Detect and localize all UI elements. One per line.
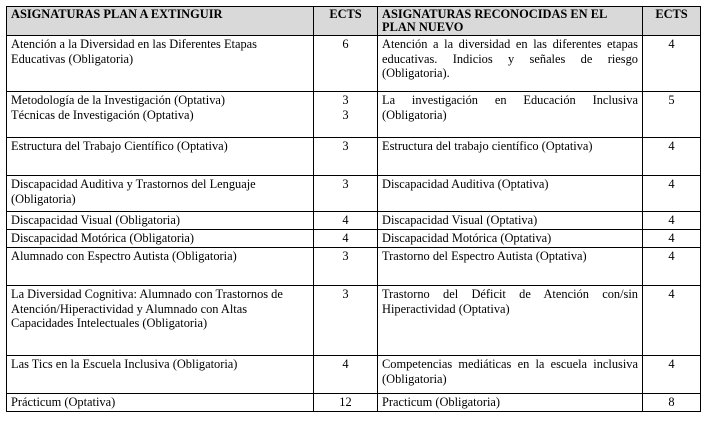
new-ects-cell: 4	[643, 212, 701, 230]
old-subject-name: Atención a la Diversidad en las Diferentes Etapas Educativas (Obligatoria)	[11, 37, 257, 66]
old-ects-cell	[314, 394, 378, 412]
table-header-row	[7, 7, 701, 36]
old-ects-value: 4	[342, 231, 349, 245]
old-ects-cell	[314, 36, 378, 92]
old-subject-cell	[7, 230, 314, 248]
new-ects-cell: 4	[643, 248, 701, 286]
header-new-subjects: ASIGNATURAS RECONOCIDAS EN EL PLAN NUEVO	[378, 7, 643, 36]
old-ects-cell	[314, 138, 378, 176]
old-subject-name: Alumnado con Espectro Autista (Obligatoria)	[11, 249, 237, 263]
header-old-subjects: ASIGNATURAS PLAN A EXTINGUIR	[7, 7, 314, 36]
new-subject-cell: La investigación en Educación Inclusiva (Obligatoria)	[378, 92, 643, 138]
new-ects-cell: 4	[643, 286, 701, 356]
table-row	[7, 176, 701, 212]
old-ects-value: 4	[342, 213, 349, 227]
old-subject-name: Discapacidad Visual (Obligatoria)	[11, 213, 180, 227]
table-row	[7, 92, 701, 138]
header-old-ects: ECTS	[314, 7, 378, 36]
old-ects-value: 3	[342, 287, 349, 301]
old-subject-cell	[7, 248, 314, 286]
new-subject-cell: Atención a la diversidad en las diferentes etapas educativas. Indicios y señales de riesgo (Obligatoria).	[378, 36, 643, 92]
new-ects-cell: 4	[643, 356, 701, 394]
old-ects-value: 3	[342, 93, 349, 107]
old-subject-name: Estructura del Trabajo Científico (Optativa)	[11, 139, 228, 153]
old-subject-name: La Diversidad Cognitiva: Alumnado con Trastornos de Atención/Hiperactividad y Alumnado con Altas Capacidades Intelectuales (Obligatoria)	[11, 287, 283, 331]
old-ects-value: 3	[342, 249, 349, 263]
table-row	[7, 230, 701, 248]
old-subject-name: Discapacidad Auditiva y Trastornos del Lenguaje (Obligatoria)	[11, 177, 256, 206]
table-row	[7, 138, 701, 176]
old-subject-cell	[7, 394, 314, 412]
new-subject-cell: Estructura del trabajo científico (Optativa)	[378, 138, 643, 176]
old-ects-cell	[314, 356, 378, 394]
old-subject-cell	[7, 138, 314, 176]
old-ects-cell	[314, 212, 378, 230]
new-ects-cell: 4	[643, 36, 701, 92]
old-ects-cell	[314, 176, 378, 212]
new-subject-cell: Discapacidad Auditiva (Optativa)	[378, 176, 643, 212]
old-ects-value: 3	[342, 107, 349, 122]
old-ects-cell	[314, 248, 378, 286]
new-subject-cell: Discapacidad Visual (Optativa)	[378, 212, 643, 230]
old-subject-name: Técnicas de Investigación (Optativa)	[11, 107, 194, 122]
old-subject-cell	[7, 212, 314, 230]
old-ects-value: 12	[339, 395, 352, 409]
old-subject-name: Prácticum (Optativa)	[11, 395, 116, 409]
old-ects-value: 3	[342, 139, 349, 153]
new-subject-cell: Practicum (Obligatoria)	[378, 394, 643, 412]
old-subject-cell	[7, 36, 314, 92]
old-subject-cell	[7, 176, 314, 212]
new-subject-cell: Trastorno del Déficit de Atención con/sin Hiperactividad (Optativa)	[378, 286, 643, 356]
old-ects-value: 6	[342, 37, 349, 51]
ects-recognition-table	[6, 6, 701, 412]
new-subject-cell: Trastorno del Espectro Autista (Optativa)	[378, 248, 643, 286]
old-subject-cell	[7, 286, 314, 356]
table-row	[7, 248, 701, 286]
old-subject-name: Metodología de la Investigación (Optativa)	[11, 93, 226, 107]
table-row	[7, 356, 701, 394]
old-ects-cell	[314, 230, 378, 248]
table-row	[7, 286, 701, 356]
old-ects-cell	[314, 286, 378, 356]
new-ects-cell: 5	[643, 92, 701, 138]
old-subject-cell	[7, 356, 314, 394]
old-subject-name: Discapacidad Motórica (Obligatoria)	[11, 231, 195, 245]
table-row	[7, 212, 701, 230]
old-ects-value: 3	[342, 177, 349, 191]
new-ects-cell: 4	[643, 138, 701, 176]
old-ects-cell	[314, 92, 378, 138]
old-ects-value: 4	[342, 357, 349, 371]
new-ects-cell: 8	[643, 394, 701, 412]
header-new-ects: ECTS	[643, 7, 701, 36]
table-row	[7, 36, 701, 92]
new-subject-cell: Competencias mediáticas en la escuela inclusiva (Obligatoria)	[378, 356, 643, 394]
new-subject-cell: Discapacidad Motórica (Optativa)	[378, 230, 643, 248]
table-row	[7, 394, 701, 412]
old-subject-cell	[7, 92, 314, 138]
new-ects-cell: 4	[643, 230, 701, 248]
old-subject-name: Las Tics en la Escuela Inclusiva (Obligatoria)	[11, 357, 238, 371]
new-ects-cell: 4	[643, 176, 701, 212]
